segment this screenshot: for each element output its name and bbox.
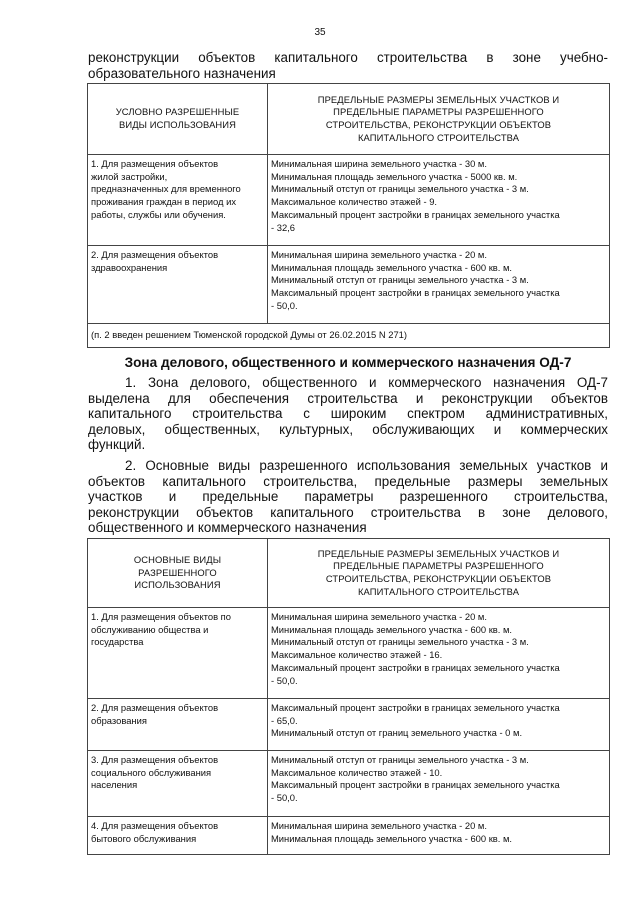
table-row xyxy=(88,155,610,246)
use-cell xyxy=(88,246,268,324)
cell-text-line: Минимальный отступ от границы земельного участка - 3 м. xyxy=(271,274,529,286)
cell-text-line: Минимальный отступ от границы земельного участка - 3 м. xyxy=(271,636,529,648)
cell-text-line: - 50,0. xyxy=(271,299,298,311)
paragraph-line: 1. Зона делового, общественного и коммерческого назначения ОД-7 xyxy=(125,375,608,390)
cell-text-line: СТРОИТЕЛЬСТВА, РЕКОНСТРУКЦИИ ОБЪЕКТОВ xyxy=(325,119,552,130)
cell-text-line: здравоохранения xyxy=(91,261,168,273)
main-uses-table xyxy=(87,538,610,855)
zone-paragraph-1 xyxy=(88,375,608,453)
cell-text-line: государства xyxy=(91,636,144,648)
cell-text-line: РАЗРЕШЕННОГО xyxy=(138,566,217,578)
paragraph-line: 2. Основные виды разрешенного использования земельных участков и xyxy=(125,458,608,473)
intro-line: реконструкции объектов капитального строительства в зоне учебно- xyxy=(88,50,608,65)
cell-text-line: УСЛОВНО РАЗРЕШЕННЫЕ xyxy=(115,106,240,118)
cell-text-line: ПРЕДЕЛЬНЫЕ РАЗМЕРЫ ЗЕМЕЛЬНЫХ УЧАСТКОВ И xyxy=(317,547,560,559)
cell-text-line: 4. Для размещения объектов xyxy=(91,820,219,831)
use-cell xyxy=(88,817,268,855)
table-header-row xyxy=(88,539,610,608)
cell-text-line: КАПИТАЛЬНОГО СТРОИТЕЛЬСТВА xyxy=(357,131,520,143)
use-cell xyxy=(88,699,268,751)
use-cell xyxy=(88,155,268,246)
cell-text-line: ИСПОЛЬЗОВАНИЯ xyxy=(134,579,221,591)
cell-text-line: Минимальный отступ от границы земельного участка - 3 м. xyxy=(271,183,529,195)
zone-paragraph-2 xyxy=(88,458,608,536)
table-row xyxy=(88,608,610,699)
cell-text-line: Минимальная площадь земельного участка - 5000 кв. м. xyxy=(271,170,518,182)
cell-text-line: Минимальная площадь земельного участка - 600 кв. м. xyxy=(271,261,513,273)
paragraph-line: деловых, общественных, культурных, обслуживающих и коммерческих xyxy=(88,421,608,437)
params-cell xyxy=(268,817,610,855)
paragraph-line: общественного и коммерческого назначения xyxy=(88,520,367,536)
cell-text-line: Максимальное количество этажей - 9. xyxy=(271,196,438,208)
table-row xyxy=(88,246,610,324)
header-uses xyxy=(88,84,268,155)
cell-text-line: проживания граждан в период их xyxy=(91,196,237,208)
cell-text-line: Минимальный отступ от границ земельного участка - 0 м. xyxy=(271,727,523,739)
cell-text-line: - 65,0. xyxy=(271,714,298,726)
cell-text-line: Максимальное количество этажей - 16. xyxy=(271,649,443,661)
cell-text-line: Минимальная площадь земельного участка - 600 кв. м. xyxy=(271,623,513,635)
table-row xyxy=(88,817,610,855)
cell-text-line: населения xyxy=(91,779,138,791)
cell-text-line: Максимальный процент застройки в границах земельного участка xyxy=(271,702,560,713)
cell-text-line: жилой застройки, xyxy=(91,170,168,182)
intro-paragraph xyxy=(88,50,608,81)
header-uses xyxy=(88,539,268,608)
cell-text-line: - 50,0. xyxy=(271,674,298,686)
intro-line: образовательного назначения xyxy=(88,65,276,81)
zone-title: Зона делового, общественного и коммерческого назначения ОД-7 xyxy=(124,355,572,370)
cell-text-line: - 50,0. xyxy=(271,792,298,804)
cell-text-line: - 32,6 xyxy=(271,221,295,233)
cell-text-line: Максимальный процент застройки в границах земельного участка xyxy=(271,287,560,299)
table-row xyxy=(88,751,610,817)
table-row xyxy=(88,699,610,751)
params-cell xyxy=(268,608,610,699)
cell-text-line: 3. Для размещения объектов xyxy=(91,754,219,765)
cell-text-line: Максимальный процент застройки в границах земельного участка xyxy=(271,208,560,220)
cell-text-line: ПРЕДЕЛЬНЫЕ РАЗМЕРЫ ЗЕМЕЛЬНЫХ УЧАСТКОВ И xyxy=(317,93,560,105)
paragraph-line: функций. xyxy=(88,437,146,453)
cell-text-line: Максимальный процент застройки в границах земельного участка xyxy=(271,661,560,673)
cell-text-line: Минимальная площадь земельного участка - 600 кв. м. xyxy=(271,832,513,844)
cell-text-line: 2. Для размещения объектов xyxy=(91,249,219,260)
cell-text-line: бытового обслуживания xyxy=(91,832,197,844)
cell-text-line: 1. Для размещения объектов xyxy=(91,158,219,169)
params-cell xyxy=(268,699,610,751)
cell-text-line: 1. Для размещения объектов по xyxy=(91,611,231,622)
amendment-note: (п. 2 введен решением Тюменской городской Думы от 26.02.2015 N 271) xyxy=(88,324,610,348)
use-cell xyxy=(88,608,268,699)
cell-text-line: СТРОИТЕЛЬСТВА, РЕКОНСТРУКЦИИ ОБЪЕКТОВ xyxy=(325,573,552,584)
cell-text-line: Минимальная ширина земельного участка - 20 м. xyxy=(271,820,487,831)
cell-text-line: ОСНОВНЫЕ ВИДЫ xyxy=(133,553,222,565)
paragraph-line: участков и предельные параметры разрешенного строительства, xyxy=(88,489,608,505)
params-cell xyxy=(268,246,610,324)
paragraph-line: объектов капитального строительства, предельные размеры земельных xyxy=(88,473,608,489)
paragraph-line: выделена для обеспечения строительства и реконструкции объектов xyxy=(88,390,608,406)
params-cell xyxy=(268,751,610,817)
header-params xyxy=(268,84,610,155)
cell-text-line: предназначенных для временного xyxy=(91,183,241,195)
cell-text-line: работы, службы или обучения. xyxy=(91,208,226,220)
paragraph-line: реконструкции объектов капитального строительства в зоне делового, xyxy=(88,504,608,520)
cell-text-line: 2. Для размещения объектов xyxy=(91,702,219,713)
cell-text-line: Минимальная ширина земельного участка - 30 м. xyxy=(271,158,487,169)
params-cell xyxy=(268,155,610,246)
cell-text-line: Максимальный процент застройки в границах земельного участка xyxy=(271,779,560,791)
cell-text-line: Минимальная ширина земельного участка - 20 м. xyxy=(271,249,487,260)
header-params xyxy=(268,539,610,608)
table-note-row xyxy=(88,324,610,348)
cell-text-line: образования xyxy=(91,714,147,726)
cell-text-line: ПРЕДЕЛЬНЫЕ ПАРАМЕТРЫ РАЗРЕШЕННОГО xyxy=(333,106,544,118)
table-header-row xyxy=(88,84,610,155)
conditional-uses-table xyxy=(87,83,610,348)
use-cell xyxy=(88,751,268,817)
cell-text-line: Минимальная ширина земельного участка - 20 м. xyxy=(271,611,487,622)
cell-text-line: ПРЕДЕЛЬНЫЕ ПАРАМЕТРЫ РАЗРЕШЕННОГО xyxy=(333,560,544,572)
cell-text-line: обслуживанию общества и xyxy=(91,623,209,635)
cell-text-line: Максимальное количество этажей - 10. xyxy=(271,766,443,778)
cell-text-line: Минимальный отступ от границы земельного участка - 3 м. xyxy=(271,754,529,765)
cell-text-line: КАПИТАЛЬНОГО СТРОИТЕЛЬСТВА xyxy=(357,585,520,597)
paragraph-line: капитального строительства с широким спектром административных, xyxy=(88,406,608,422)
cell-text-line: ВИДЫ ИСПОЛЬЗОВАНИЯ xyxy=(119,119,236,130)
cell-text-line: социального обслуживания xyxy=(91,766,212,778)
page-number: 35 xyxy=(314,27,326,38)
